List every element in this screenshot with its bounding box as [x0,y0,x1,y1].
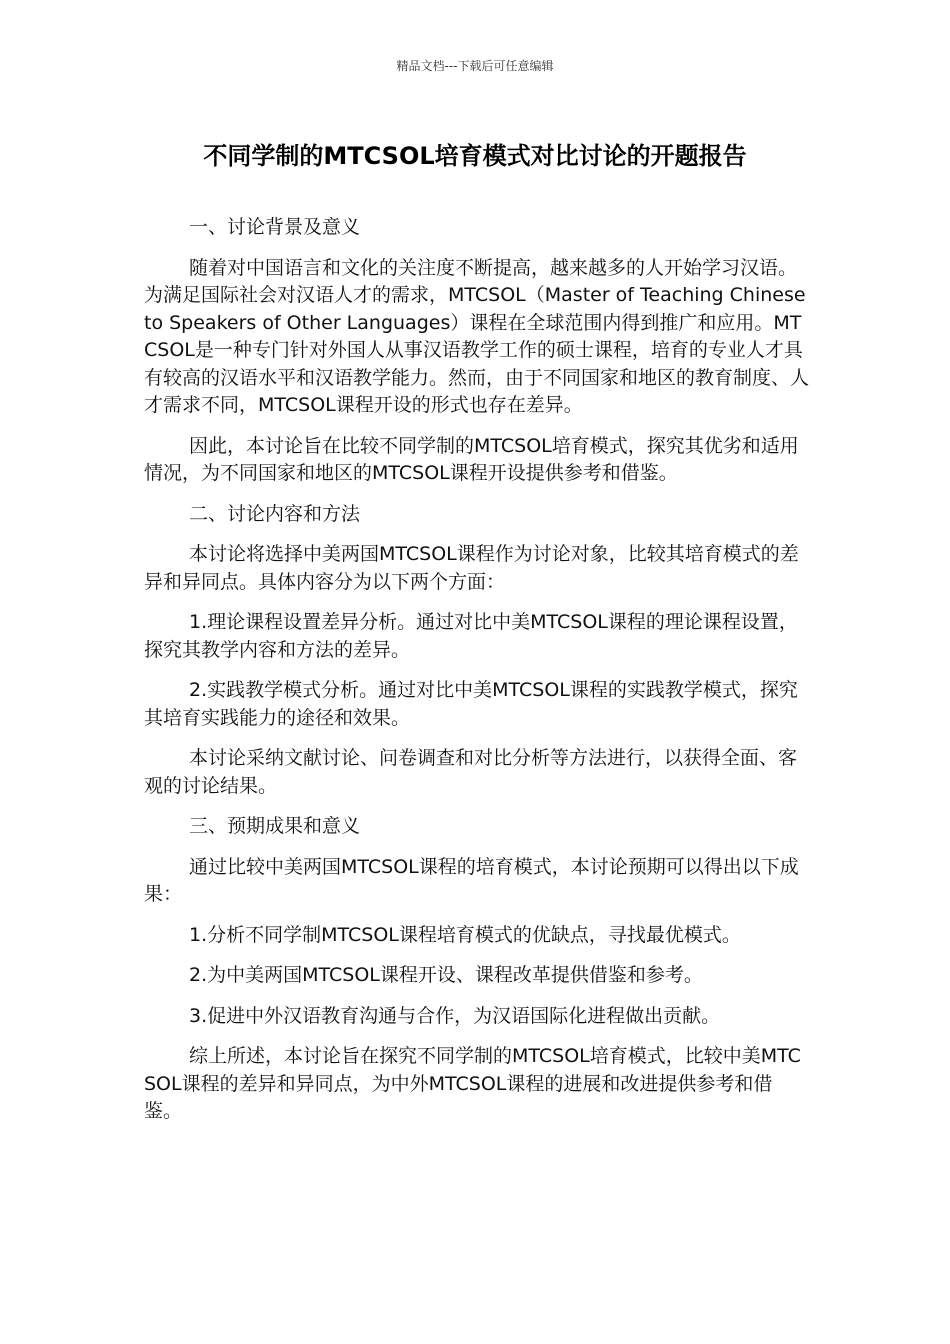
section-heading-expected-results: 三、预期成果和意义 [189,815,361,837]
paragraph-conclusion: 综上所述，本讨论旨在探究不同学制的MTCSOL培育模式，比较中美MTCSOL课程的差异和异同点，为中外MTCSOL课程的进展和改进提供参考和借鉴。 [144,1045,801,1122]
paragraph-results-intro: 通过比较中美两国MTCSOL课程的培育模式，本讨论预期可以得出以下成果： [144,855,799,905]
list-item-practice: 2.实践教学模式分析。通过对比中美MTCSOL课程的实践教学模式，探究其培育实践能力的途径和效果。 [144,679,798,729]
document-title: 不同学制的MTCSOL培育模式对比讨论的开题报告 [203,142,747,170]
paragraph-purpose: 因此，本讨论旨在比较不同学制的MTCSOL培育模式，探究其优劣和适用情况，为不同国家和地区的MTCSOL课程开设提供参考和借鉴。 [144,434,799,484]
list-item-theory: 1.理论课程设置差异分析。通过对比中美MTCSOL课程的理论课程设置，探究其教学内容和方法的差异。 [144,611,798,661]
paragraph-method: 本讨论采纳文献讨论、问卷调查和对比分析等方法进行，以获得全面、客观的讨论结果。 [144,747,798,797]
paragraph-background: 随着对中国语言和文化的关注度不断提高，越来越多的人开始学习汉语。为满足国际社会对汉语人才的需求，MTCSOL（Master of Teaching Chinese to Speakers of Other Languages）课程在全球范围内得到推广和应用。MTCSOL是一种专门针对外国人从事汉语教学工作的硕士课程，培育的专业人才具有较高的汉语水平和汉语教学能力。然而，由于不同国家和地区的教育制度、人才需求不同，MTCSOL课程开设的形式也存在差异。 [144,256,810,416]
document-body [144,214,810,1139]
page-header-note: 精品文档---下载后可任意编辑 [396,59,554,73]
section-heading-content-method: 二、讨论内容和方法 [189,502,361,525]
list-item-result-1: 1.分析不同学制MTCSOL课程培育模式的优缺点，寻找最优模式。 [189,923,741,946]
list-item-result-2: 2.为中美两国MTCSOL课程开设、课程改革提供借鉴和参考。 [189,964,703,986]
paragraph-content-intro: 本讨论将选择中美两国MTCSOL课程作为讨论对象，比较其培育模式的差异和异同点。具体内容分为以下两个方面： [144,543,799,593]
list-item-result-3: 3.促进中外汉语教育沟通与合作，为汉语国际化进程做出贡献。 [189,1004,721,1027]
section-heading-background: 一、讨论背景及意义 [189,216,361,238]
